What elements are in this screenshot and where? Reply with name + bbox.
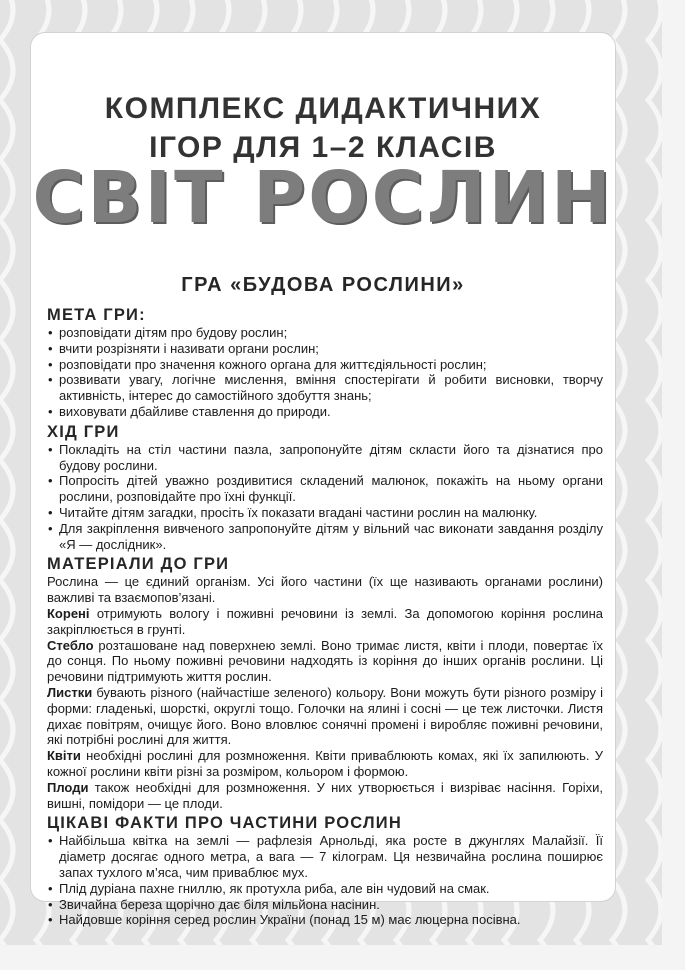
materials-paragraph-leaves <box>47 685 603 748</box>
series-title-line-1: КОМПЛЕКС ДИДАКТИЧНИХ <box>104 92 542 125</box>
materials-heading: МАТЕРІАЛИ ДО ГРИ <box>47 555 230 574</box>
term-flowers: Квіти <box>47 748 81 764</box>
list-item: • розповідати про значення кожного органа для життєдіяльності рослин; <box>47 357 603 373</box>
list-item: • Покладіть на стіл частини пазла, запропонуйте дітям скласти його та дізнатися про будову рослини. <box>47 442 603 474</box>
leaves-text: бувають різного (найчастіше зеленого) кольору. Вони можуть бути різного розміру і форми: гладенькі, шорсткі, округлі тощо. Голочки на ялині і сосні — це теж листочки. Листя дихає повітрям, очищує його. Воно вловлює сонячні промені і виробляє поживні речовини, які потрібні рослині для життя. <box>47 684 603 748</box>
list-item: • виховувати дбайливе ставлення до природи. <box>47 404 603 420</box>
list-item: • розвивати увагу, логічне мислення, вміння спостерігати й робити висновки, творчу активність, інтерес до самостійного здобуття знань; <box>47 372 603 404</box>
term-roots: Корені <box>47 605 90 621</box>
series-title-line-2: ІГОР ДЛЯ 1–2 КЛАСІВ <box>149 131 497 164</box>
materials-paragraph-roots <box>47 606 603 638</box>
list-item: • Звичайна береза щорічно дає біля мільйона насінин. <box>47 897 603 913</box>
game-title: ГРА «БУДОВА РОСЛИНИ» <box>181 274 465 296</box>
content-card <box>31 33 615 928</box>
game-description <box>47 303 603 928</box>
goal-heading: МЕТА ГРИ: <box>47 306 146 324</box>
wave-line <box>648 0 661 945</box>
materials-intro: Рослина — це єдиний організм. Усі його частини (їх ще називають органами рослини) важливі та взаємопов’язані. <box>47 574 603 606</box>
roots-text: отримують вологу і поживні речовини із землі. За допомогою коріння рослина закріплюється в грунті. <box>47 605 603 637</box>
goal-list <box>47 325 603 420</box>
materials-paragraph-flowers <box>47 748 603 780</box>
process-list <box>47 442 603 553</box>
stem-text: розташоване над поверхнею землі. Воно тримає листя, квіти і плоди, повертає їх до сонця. По ньому поживні речовини надходять із коріння до інших органів рослини. Ці речовини підтримують життя рослин. <box>47 637 603 685</box>
list-item: • Для закріплення вивченого запропонуйте дітям у вільний час виконати завдання розділу «Я — дослідник». <box>47 521 603 553</box>
process-heading: ХІД ГРИ <box>47 422 120 441</box>
list-item: • Найбільша квітка на землі — рафлезія Арнольді, яка росте в джунглях Малайзії. Її діаметр досягає одного метра, а вага — 7 кілограм. Ця незвичайна рослина поширює запах тухлого м’яса, чим приваблює мух. <box>47 833 603 880</box>
list-item: • розповідати дітям про будову рослин; <box>47 325 603 341</box>
list-item: • Читайте дітям загадки, просіть їх показати вгадані частини рослин на малюнку. <box>47 505 603 521</box>
list-item: • Попросіть дітей уважно роздивитися складений малюнок, покажіть на ньому органи рослини, розповідайте про їхні функції. <box>47 473 603 505</box>
list-item: • Плід дуріана пахне гниллю, як протухла риба, але він чудовий на смак. <box>47 881 603 897</box>
term-leaves: Листки <box>47 684 93 700</box>
term-fruits: Плоди <box>47 779 89 795</box>
term-stem: Стебло <box>47 637 94 653</box>
book-title: СВІТ РОСЛИН <box>32 156 614 239</box>
list-item: • вчити розрізняти і називати органи рослин; <box>47 341 603 357</box>
facts-list <box>47 833 603 928</box>
fruits-text: також необхідні для розмноження. У них утворюється і визріває насіння. Горіхи, вишні, помідори — це плоди. <box>47 779 603 811</box>
list-item: • Найдовше коріння серед рослин України (понад 15 м) має люцерна посівна. <box>47 912 603 928</box>
materials-paragraph-stem <box>47 638 603 685</box>
materials-paragraph-fruits <box>47 780 603 812</box>
flowers-text: необхідні рослині для розмноження. Квіти приваблюють комах, які їх запилюють. У кожної рослини квіти різні за розміром, кольором і формою. <box>47 748 603 779</box>
facts-heading: ЦІКАВІ ФАКТИ ПРО ЧАСТИНИ РОСЛИН <box>47 814 402 833</box>
wave-line <box>0 0 13 945</box>
